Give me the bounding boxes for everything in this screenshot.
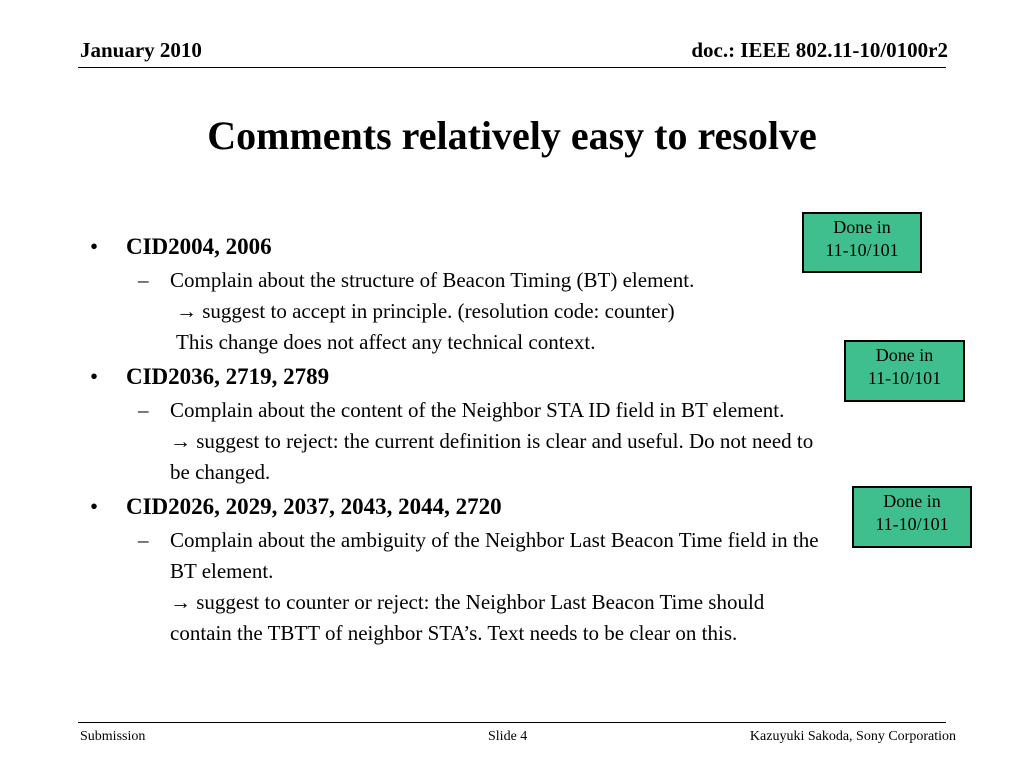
sub-line: → suggest to counter or reject: the Neighbor Last Beacon Time should <box>170 590 765 614</box>
sub-line: Complain about the content of the Neighbor STA ID field in BT element. <box>170 398 785 422</box>
sub-line: This change does not affect any technical context. <box>176 330 596 354</box>
footer-submission: Submission <box>80 729 146 744</box>
bullet-dot-icon: • <box>90 234 99 259</box>
dash-icon: – <box>138 398 149 422</box>
status-badge <box>852 486 972 548</box>
dash-icon: – <box>138 268 149 292</box>
sub-line: BT element. <box>170 559 274 583</box>
status-badge <box>844 340 965 402</box>
sub-line: Complain about the ambiguity of the Neighbor Last Beacon Time field in the <box>170 528 819 552</box>
sub-line: contain the TBTT of neighbor STA’s. Text needs to be clear on this. <box>170 621 738 645</box>
bullet-dot-icon: • <box>90 364 99 389</box>
footer-author: Kazuyuki Sakoda, Sony Corporation <box>749 729 956 744</box>
bullet-item <box>90 364 970 390</box>
sub-bullet <box>90 265 970 358</box>
cid-label: CID2004, 2006 <box>126 234 272 259</box>
status-badge <box>802 212 922 273</box>
header-date: January 2010 <box>80 38 202 62</box>
slide-title: Comments relatively easy to resolve <box>207 113 817 158</box>
footer-divider <box>78 722 946 723</box>
status-line: Done in <box>833 217 891 237</box>
status-line: 11-10/101 <box>867 368 942 388</box>
sub-line: → suggest to reject: the current definition is clear and useful. Do not need to <box>170 429 814 453</box>
sub-line: Complain about the structure of Beacon Timing (BT) element. <box>170 268 695 292</box>
status-line: 11-10/101 <box>825 240 899 260</box>
sub-bullet <box>90 525 970 649</box>
slide-body <box>90 228 970 651</box>
status-line: Done in <box>875 345 934 365</box>
dash-icon: – <box>138 528 149 552</box>
sub-line: → suggest to accept in principle. (resolution code: counter) <box>176 299 675 323</box>
sub-bullet <box>90 395 970 488</box>
header-doc-id: doc.: IEEE 802.11-10/0100r2 <box>691 38 948 62</box>
bullet-dot-icon: • <box>90 494 99 519</box>
footer-slide-number: Slide 4 <box>488 729 528 744</box>
bullet-item <box>90 494 970 520</box>
status-line: Done in <box>883 491 941 511</box>
status-line: 11-10/101 <box>875 514 949 534</box>
header-divider <box>78 67 946 68</box>
cid-label: CID2026, 2029, 2037, 2043, 2044, 2720 <box>126 494 502 519</box>
cid-label: CID2036, 2719, 2789 <box>126 364 330 389</box>
sub-line: be changed. <box>170 460 271 484</box>
